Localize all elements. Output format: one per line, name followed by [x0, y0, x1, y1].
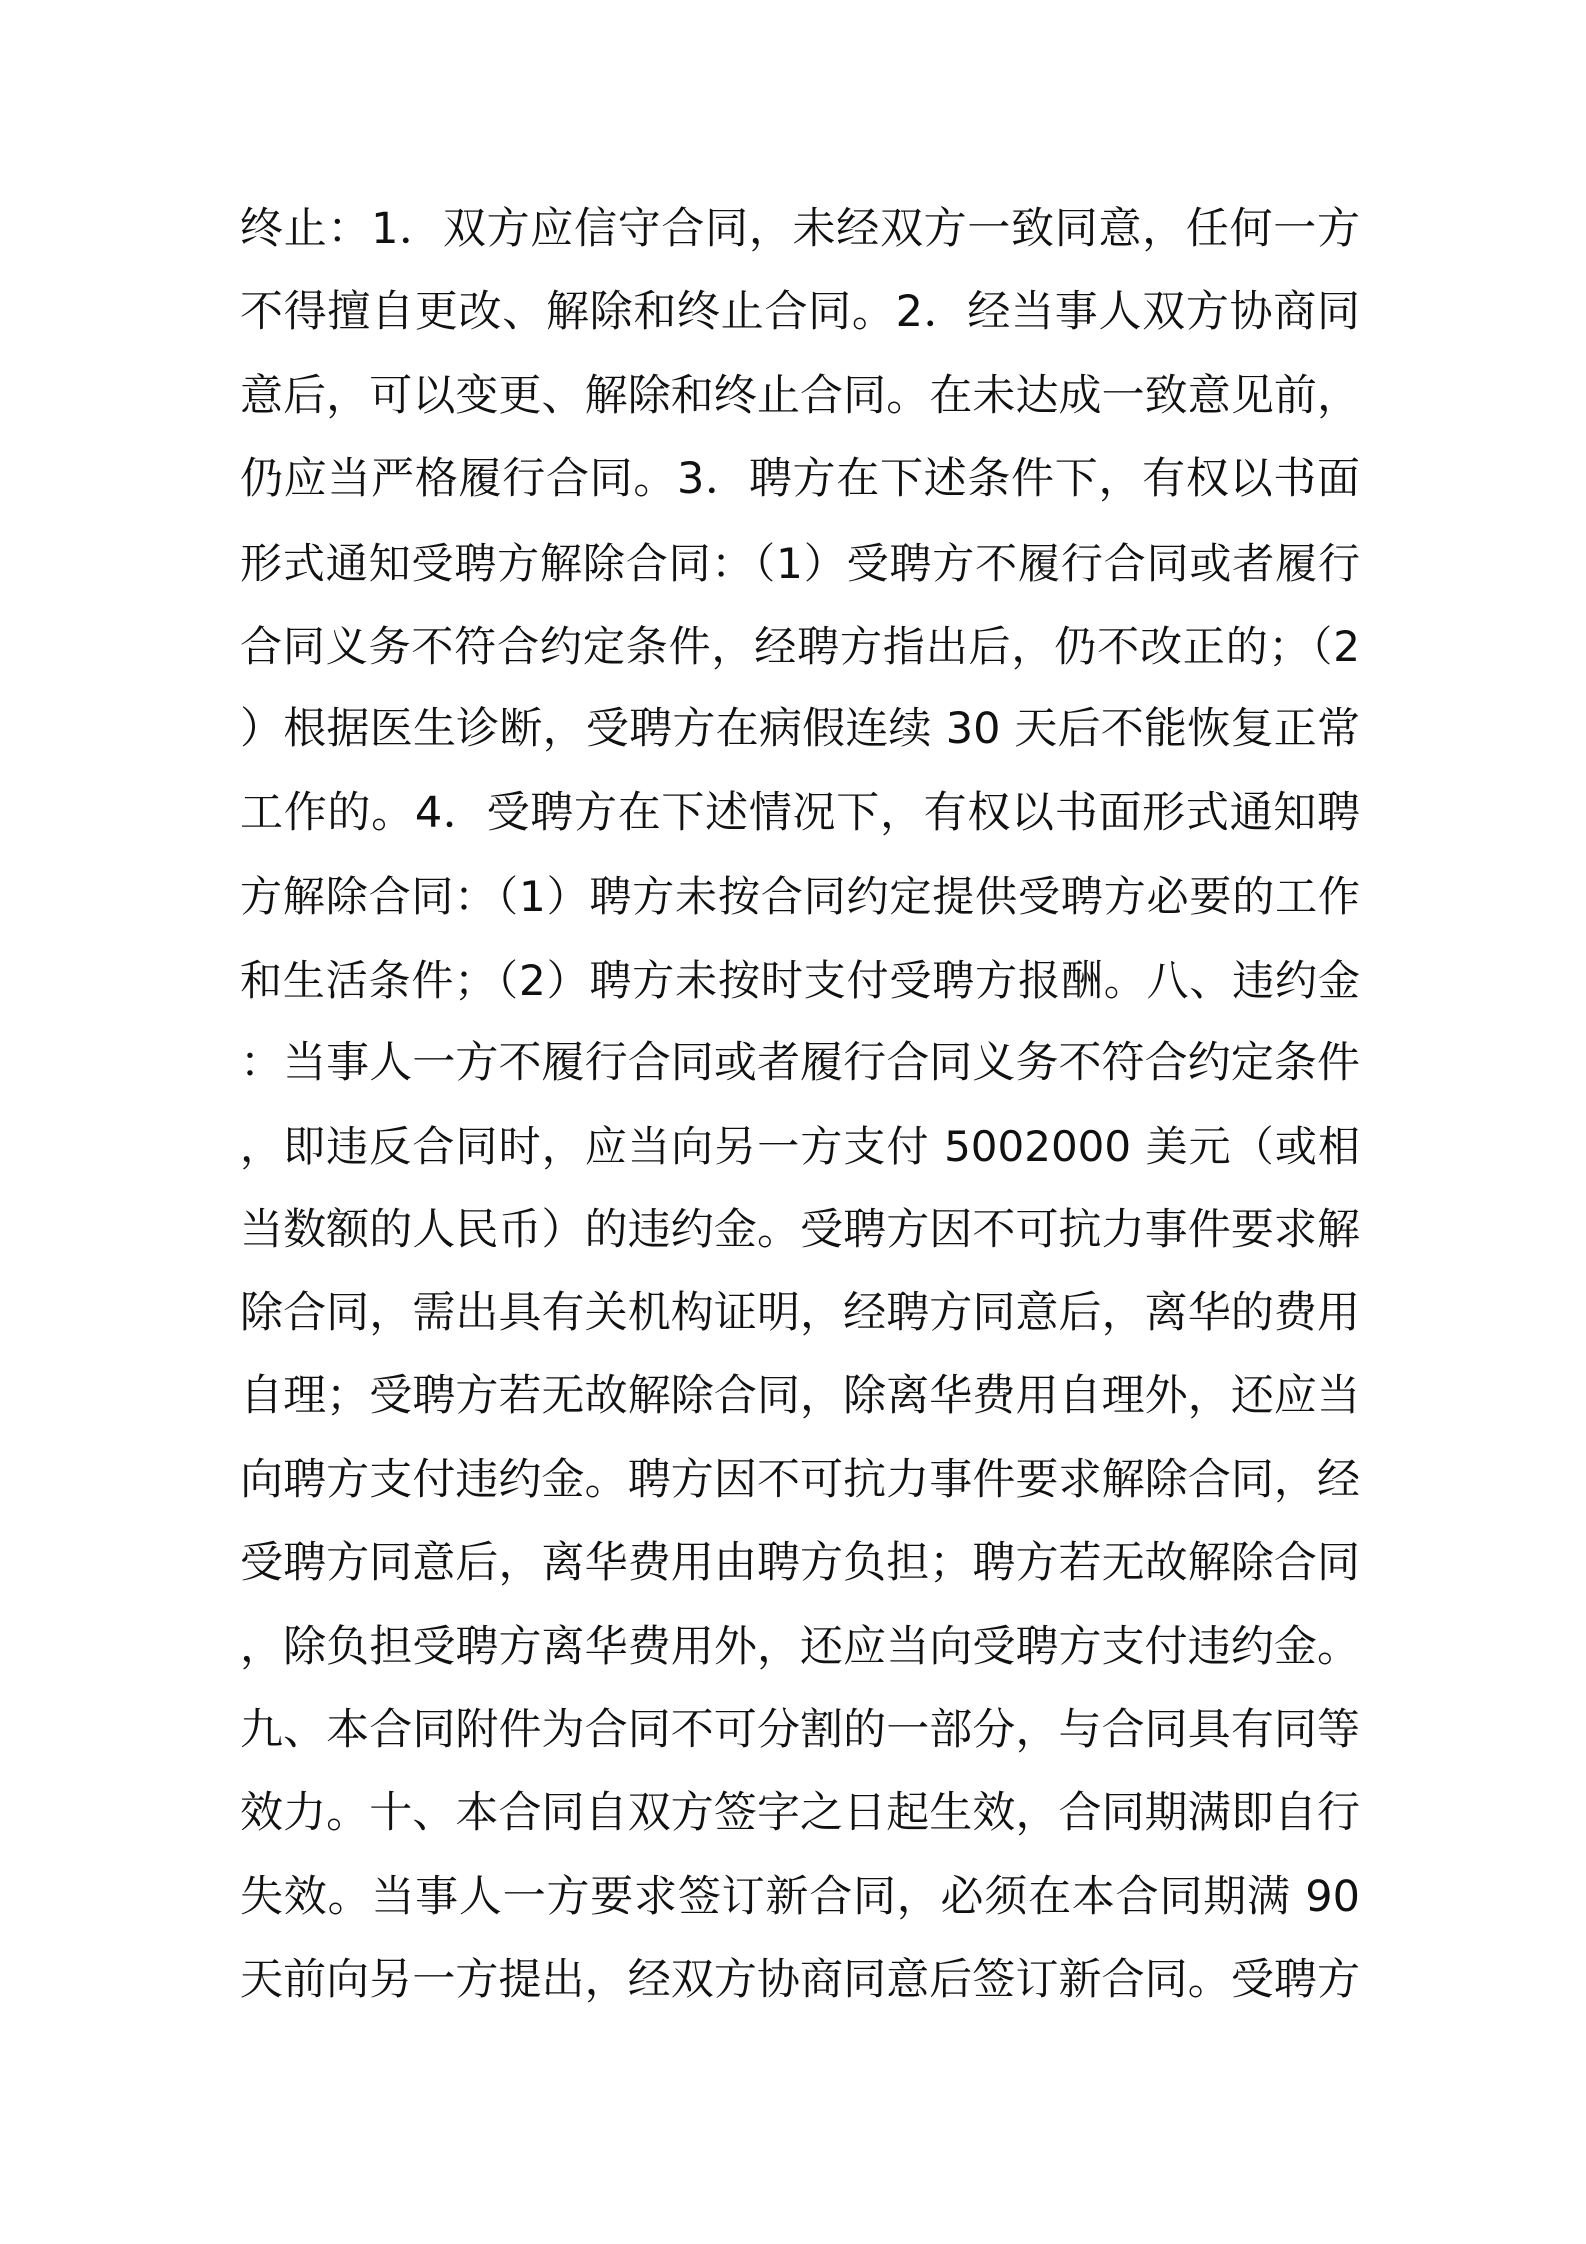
- text-line: 方解除合同：（1）聘方未按合同约定提供受聘方必要的工作: [240, 872, 1360, 922]
- contract-body-text: [240, 188, 1360, 2023]
- text-line: 和生活条件；（2）聘方未按时支付受聘方报酬。八、违约金: [240, 955, 1360, 1005]
- text-line: ，即违反合同时，应当向另一方支付 5002000 美元（或相: [240, 1122, 1360, 1172]
- text-line: 自理；受聘方若无故解除合同，除离华费用自理外，还应当: [240, 1371, 1360, 1422]
- text-line: 受聘方同意后，离华费用由聘方负担；聘方若无故解除合同: [240, 1538, 1360, 1589]
- text-line: 合同义务不符合约定条件，经聘方指出后，仍不改正的；（2: [240, 621, 1360, 671]
- text-line: 当数额的人民币）的违约金。受聘方因不可抗力事件要求解: [240, 1204, 1360, 1255]
- text-line: 向聘方支付违约金。聘方因不可抗力事件要求解除合同，经: [240, 1454, 1360, 1505]
- text-line: 天前向另一方提出，经双方协商同意后签订新合同。受聘方: [240, 1955, 1360, 2006]
- text-line: 除合同，需出具有关机构证明，经聘方同意后，离华的费用: [240, 1288, 1360, 1339]
- text-line: 九、本合同附件为合同不可分割的一部分，与合同具有同等: [240, 1705, 1360, 1756]
- text-line: ，除负担受聘方离华费用外，还应当向受聘方支付违约金。: [240, 1621, 1360, 1672]
- text-line: 形式通知受聘方解除合同：（1）受聘方不履行合同或者履行: [240, 538, 1360, 588]
- text-line: 失效。当事人一方要求签订新合同，必须在本合同期满 90: [240, 1871, 1360, 1922]
- text-line: 不得擅自更改、解除和终止合同。2．经当事人双方协商同: [240, 287, 1360, 338]
- text-line: 终止：1．双方应信守合同，未经双方一致同意，任何一方: [240, 204, 1360, 254]
- text-line: 意后，可以变更、解除和终止合同。在未达成一致意见前，: [240, 370, 1360, 421]
- text-line: ）根据医生诊断，受聘方在病假连续 30 天后不能恢复正常: [240, 704, 1360, 755]
- text-line: 效力。十、本合同自双方签字之日起生效，合同期满即自行: [240, 1788, 1360, 1839]
- text-line: 仍应当严格履行合同。3．聘方在下述条件下，有权以书面: [240, 454, 1360, 505]
- text-line: ：当事人一方不履行合同或者履行合同义务不符合约定条件: [240, 1037, 1360, 1088]
- text-line: 工作的。4．受聘方在下述情况下，有权以书面形式通知聘: [240, 787, 1360, 838]
